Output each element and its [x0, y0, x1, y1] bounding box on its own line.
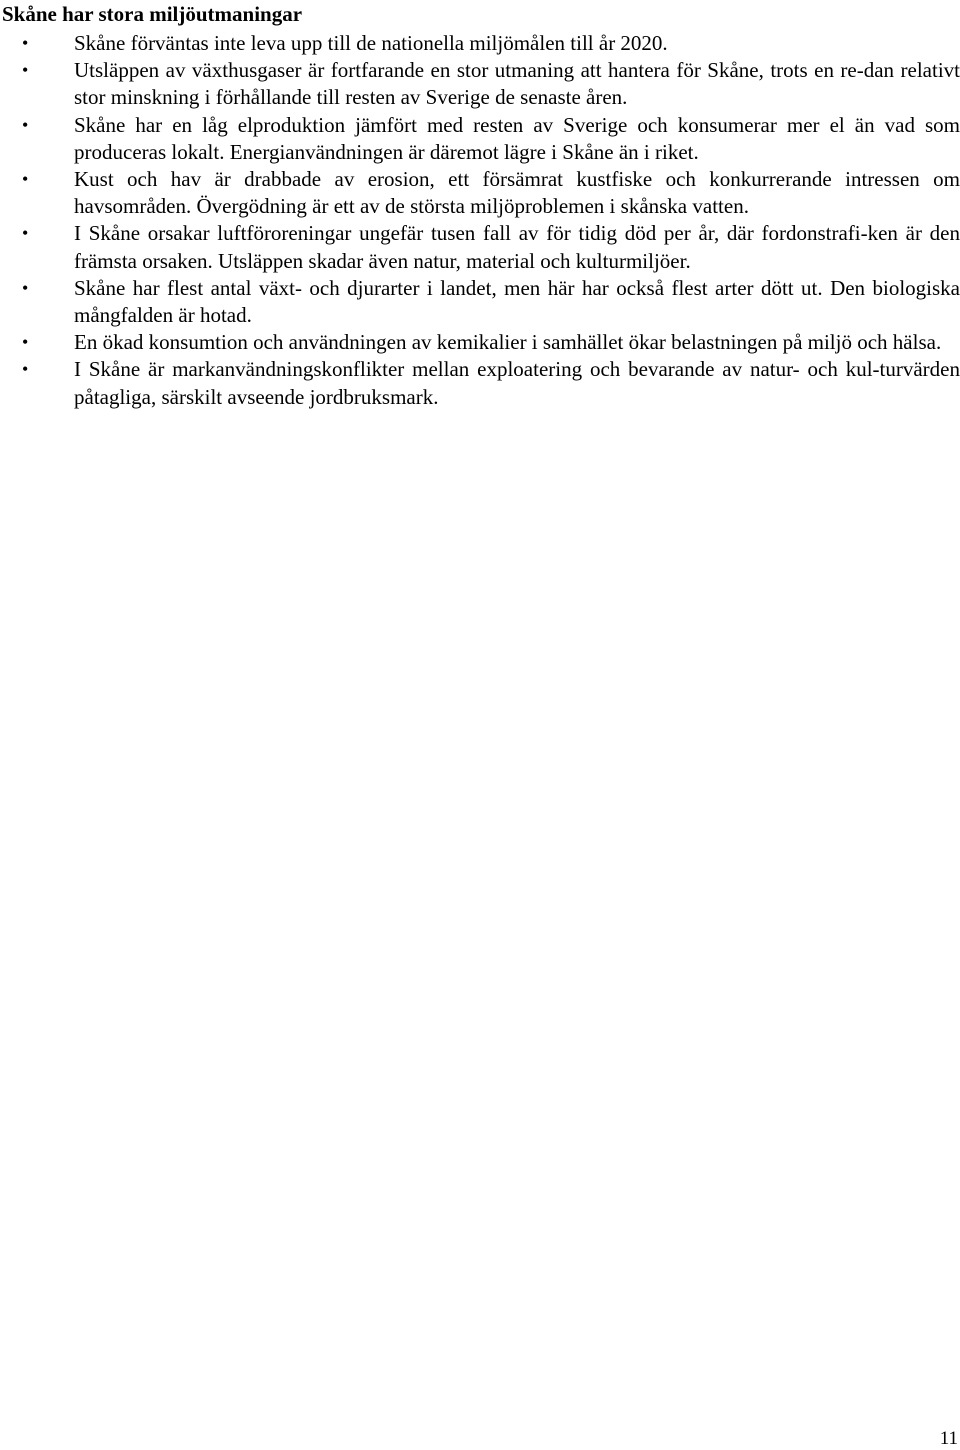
bullet-text: Kust och hav är drabbade av erosion, ett försämrat kustfiske och konkurrerande intressen om havsområden. Övergödning är ett av de största miljöproblemen i skånska vatten.	[74, 167, 960, 219]
bullet-icon: •	[22, 277, 29, 298]
bullet-icon: •	[22, 332, 29, 353]
bullet-item	[0, 220, 960, 274]
bullet-icon: •	[22, 33, 29, 53]
bullet-icon: •	[22, 359, 29, 380]
bullet-icon: •	[22, 223, 29, 244]
bullet-text: I Skåne orsakar luftföroreningar ungefär tusen fall av för tidig död per år, där fordonstrafi-ken är den främsta orsaken. Utsläppen skadar även natur, material och kulturmiljöer.	[74, 221, 960, 273]
bullet-item	[0, 30, 960, 57]
bullet-item	[0, 166, 960, 220]
bullet-item	[0, 356, 960, 410]
bullet-text: Utsläppen av växthusgaser är fortfarande en stor utmaning att hantera för Skåne, trots en re-dan relativt stor minskning i förhållande till resten av Sverige de senaste åren.	[74, 58, 960, 110]
bullet-icon: •	[22, 60, 29, 81]
bullet-icon: •	[22, 169, 29, 190]
bullet-text: I Skåne är markanvändningskonflikter mellan exploatering och bevarande av natur- och kul-turvärden påtagliga, särskilt avseende jordbruksmark.	[74, 357, 960, 409]
section-heading: Skåne har stora miljöutmaningar	[2, 2, 303, 26]
bullet-item	[0, 112, 960, 166]
bullet-item	[0, 275, 960, 329]
bullet-text: Skåne har en låg elproduktion jämfört med resten av Sverige och konsumerar mer el än vad som produceras lokalt. Energianvändningen är däremot lägre i Skåne än i riket.	[74, 112, 960, 164]
bullet-item	[0, 329, 960, 356]
bullet-list	[0, 30, 960, 411]
bullet-text: Skåne har flest antal växt- och djurarter i landet, men här har också flest arter dött ut. Den biologiska mångfalden är hotad.	[74, 275, 960, 328]
bullet-text: En ökad konsumtion och användningen av kemikalier i samhället ökar belastningen på miljö och hälsa.	[74, 330, 942, 355]
bullet-item	[0, 57, 960, 111]
bullet-icon: •	[22, 114, 29, 135]
page-number: 11	[939, 1428, 958, 1449]
bullet-text: Skåne förväntas inte leva upp till de nationella miljömålen till år 2020.	[74, 31, 668, 55]
